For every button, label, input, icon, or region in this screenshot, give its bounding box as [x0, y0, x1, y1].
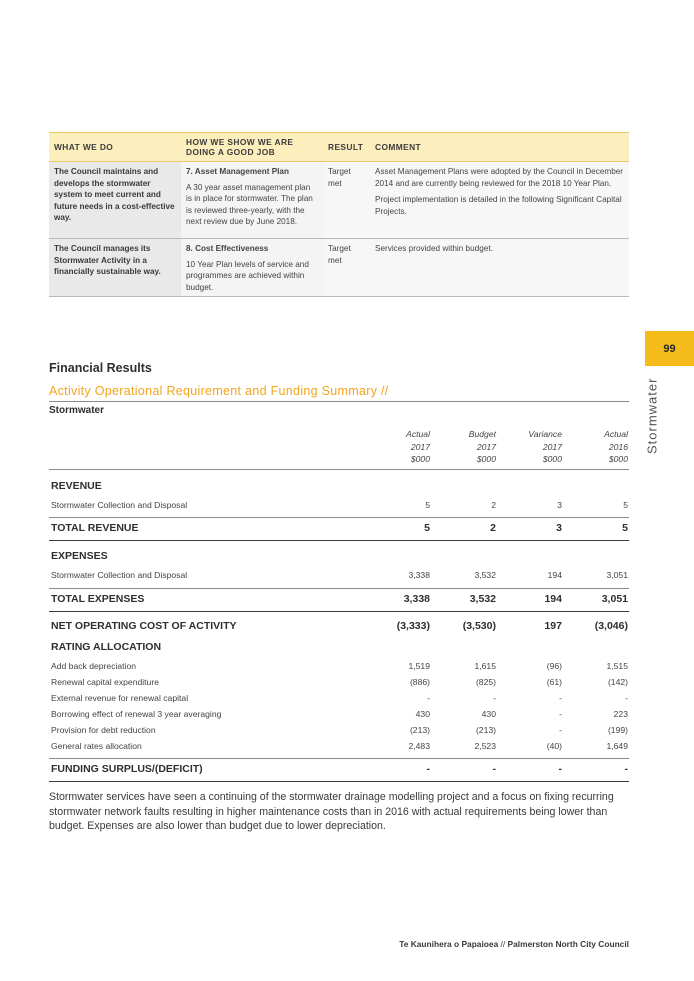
net-operating-row: NET OPERATING COST OF ACTIVITY (3,333) (3,530) 197 (3,046) [51, 620, 628, 632]
header-result: RESULT [323, 133, 370, 162]
comment-cell [370, 162, 629, 239]
comment-text: Services provided within budget. [375, 244, 493, 253]
table-row: General rates allocation 2,483 2,523 (40) 1,649 [51, 741, 628, 751]
footer-council-maori: Te Kaunihera o Papaioea [399, 939, 499, 949]
comment-text: Project implementation is detailed in the following Significant Capital Projects. [375, 195, 622, 216]
measure-title: 8. Cost Effectiveness [186, 244, 269, 253]
result-cell: Target met [323, 239, 370, 297]
column-header: Actual 2016 $000 [604, 429, 628, 464]
table-row: Stormwater Collection and Disposal 3,338 3,532 194 3,051 [51, 570, 628, 580]
table-row [49, 162, 629, 239]
row-divider [49, 781, 629, 782]
table-row: Renewal capital expenditure (886) (825) (61) (142) [51, 677, 628, 687]
table-row: Stormwater Collection and Disposal 5 2 3 5 [51, 500, 628, 510]
header-how: HOW WE SHOW WE ARE DOING A GOOD JOB [181, 133, 323, 162]
table-row [49, 239, 629, 297]
how-cell [181, 162, 323, 239]
what-cell: The Council manages its Stormwater Activity in a financially sustainable way. [49, 239, 181, 297]
comment-text: Asset Management Plans were adopted by the Council in December 2014 and are currently being reviewed for the 2018 10 Year Plan. [375, 167, 624, 188]
column-header: Actual 2017 $000 [406, 429, 430, 464]
performance-table [49, 132, 629, 297]
funding-summary-subtitle: Activity Operational Requirement and Funding Summary // [49, 384, 629, 402]
total-revenue-row: TOTAL REVENUE 5 2 3 5 [51, 522, 628, 534]
row-divider [49, 540, 629, 541]
how-cell [181, 239, 323, 297]
financial-results-title: Financial Results [49, 361, 152, 375]
footer-separator: // [498, 939, 508, 949]
footer [320, 939, 629, 949]
table-row: Add back depreciation 1,519 1,615 (96) 1,515 [51, 661, 628, 671]
total-expenses-row: TOTAL EXPENSES 3,338 3,532 194 3,051 [51, 593, 628, 605]
revenue-heading: REVENUE [51, 480, 102, 492]
header-comment: COMMENT [370, 133, 629, 162]
column-header: Budget 2017 $000 [468, 429, 496, 464]
header-what: WHAT WE DO [49, 133, 181, 162]
row-divider [49, 758, 629, 759]
section-side-label: Stormwater [644, 377, 660, 455]
header-divider [49, 469, 629, 470]
table-row: External revenue for renewal capital - - - - [51, 693, 628, 703]
footer-council-name: Palmerston North City Council [507, 939, 629, 949]
page-number-tab: 99 [645, 331, 694, 366]
table-row: Borrowing effect of renewal 3 year averaging 430 430 - 223 [51, 709, 628, 719]
result-cell: Target met [323, 162, 370, 239]
funding-surplus-row: FUNDING SURPLUS/(DEFICIT) - - - - [51, 763, 628, 775]
measure-text: A 30 year asset management plan is in place for stormwater. The plan is reviewed three-yearly, with the next review due by June 2018. [186, 182, 313, 226]
table-row: Provision for debt reduction (213) (213) - (199) [51, 725, 628, 735]
activity-section-title: Stormwater [49, 405, 105, 416]
row-divider [49, 517, 629, 518]
column-header: Variance 2017 $000 [528, 429, 562, 464]
measure-title: 7. Asset Management Plan [186, 167, 289, 176]
rating-allocation-heading: RATING ALLOCATION [51, 641, 162, 653]
summary-paragraph: Stormwater services have seen a continuing of the stormwater drainage modelling project and a focus on fixing recurring stormwater network faults resulting in higher maintenance costs than in 2016 with actual requirements being lower than budget. Expenses are also lower than budget due to lower depreciation. [49, 791, 614, 832]
row-divider [49, 611, 629, 612]
measure-text: 10 Year Plan levels of service and programmes are achieved within budget. [186, 259, 309, 292]
what-cell: The Council maintains and develops the stormwater system to meet current and future needs in a cost-effective way. [49, 162, 181, 239]
comment-cell [370, 239, 629, 297]
row-divider [49, 588, 629, 589]
expenses-heading: EXPENSES [51, 550, 108, 562]
